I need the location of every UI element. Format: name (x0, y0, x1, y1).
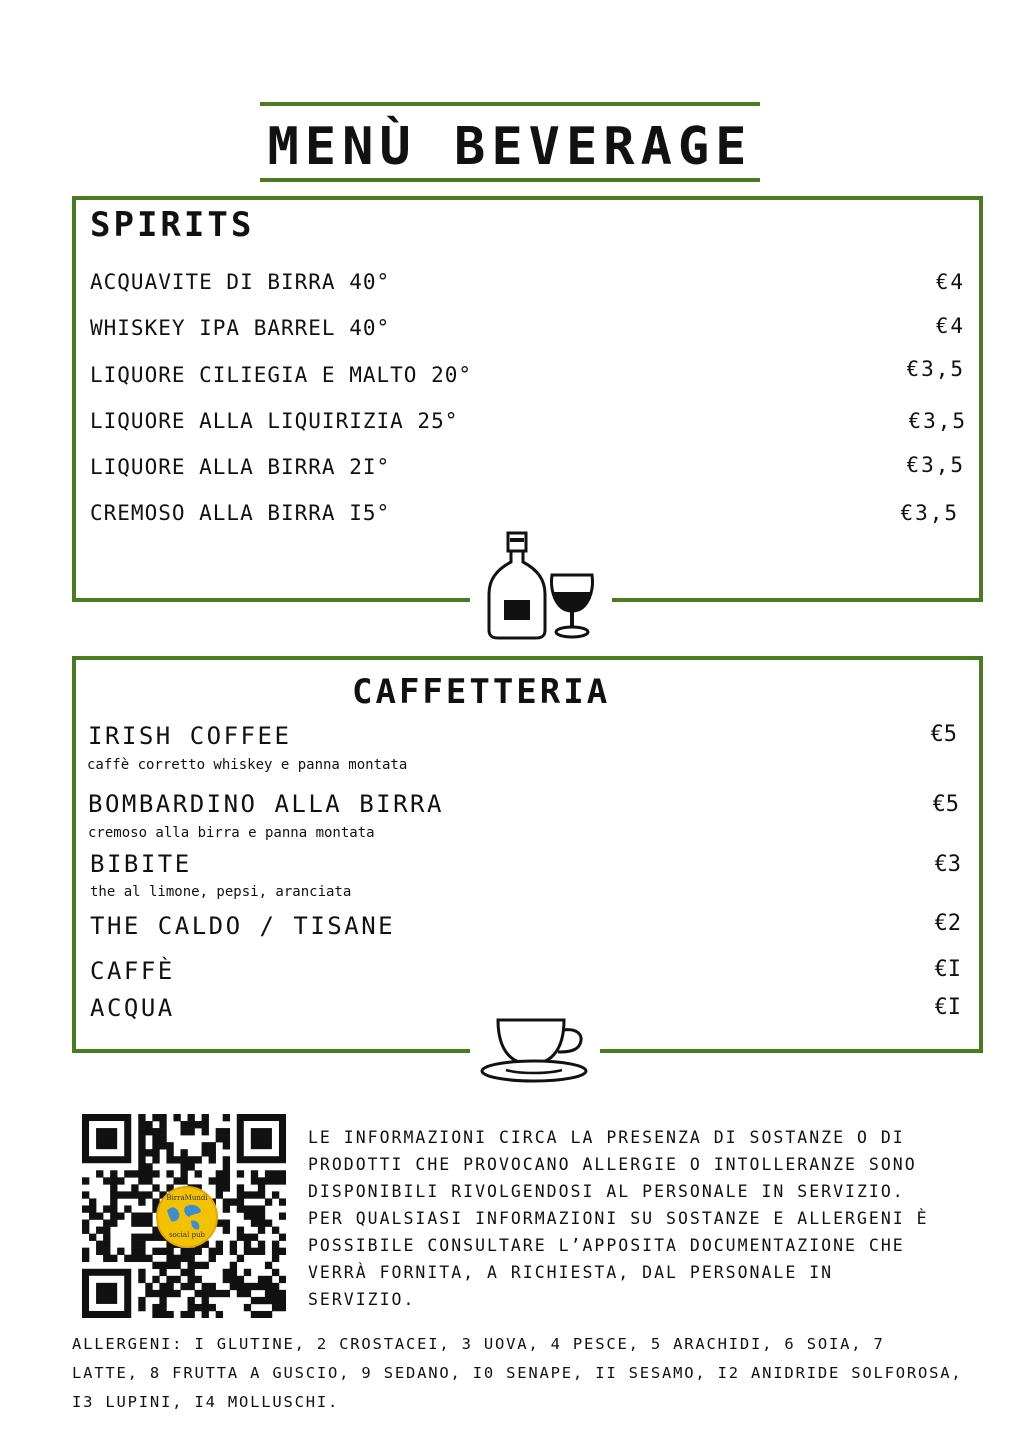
info-line: VERRÀ FORNITA, A RICHIESTA, DAL PERSONALE IN (308, 1263, 834, 1282)
spirits-item-name: LIQUORE ALLA LIQUIRIZIA 25° (90, 409, 459, 433)
page-title: MENÙ BEVERAGE (267, 117, 753, 177)
liquor-bottle-and-glass-icon (484, 530, 602, 646)
spirits-item-price: €3,5 (906, 357, 965, 381)
caffetteria-item-price: €2 (934, 911, 961, 936)
allergens-list (72, 1330, 992, 1417)
caffetteria-item-desc: the al limone, pepsi, aranciata (90, 884, 352, 900)
info-line: LE INFORMAZIONI CIRCA LA PRESENZA DI SOSTANZE O DI (308, 1128, 905, 1147)
spirits-item-name: ACQUAVITE DI BIRRA 40° (90, 270, 391, 294)
info-line: SERVIZIO. (308, 1290, 416, 1309)
caffetteria-item-price: €I (934, 957, 961, 982)
info-line: PRODOTTI CHE PROVOCANO ALLERGIE O INTOLLERANZE SONO (308, 1155, 917, 1174)
allergens-line: I3 LUPINI, I4 MOLLUSCHI. (72, 1393, 340, 1411)
caffetteria-item-name: THE CALDO / TISANE (90, 912, 396, 940)
caffetteria-item-name: BOMBARDINO ALLA BIRRA (88, 790, 444, 818)
caffetteria-item-price: €5 (930, 722, 957, 747)
title-top-rule (260, 102, 760, 106)
spirits-item-price: €4 (935, 270, 965, 294)
info-line: PER QUALSIASI INFORMAZIONI SU SOSTANZE E ALLERGENI È (308, 1209, 929, 1228)
caffetteria-section (72, 656, 983, 1053)
spirits-item-name: LIQUORE ALLA BIRRA 2I° (90, 455, 391, 479)
spirits-item-price: €3,5 (906, 453, 965, 477)
caffetteria-item-name: BIBITE (90, 850, 192, 878)
spirits-item-name: WHISKEY IPA BARREL 40° (90, 316, 391, 340)
caffetteria-item-desc: caffè corretto whiskey e panna montata (87, 757, 408, 773)
birramundi-logo (155, 1185, 219, 1249)
spirits-item-price: €4 (935, 314, 965, 338)
qr-logo-text-bottom: social pub (168, 1231, 206, 1239)
caffetteria-item-desc: cremoso alla birra e panna montata (88, 825, 375, 841)
spirits-item-price: €3,5 (908, 409, 967, 433)
allergen-info-text (308, 1124, 988, 1313)
spirits-item-name: CREMOSO ALLA BIRRA I5° (90, 501, 391, 525)
spirits-item-price: €3,5 (900, 501, 959, 525)
caffetteria-item-name: CAFFÈ (90, 957, 175, 985)
caffetteria-item-price: €5 (932, 792, 959, 817)
allergens-line: ALLERGENI: I GLUTINE, 2 CROSTACEI, 3 UOVA, 4 PESCE, 5 ARACHIDI, 6 SOIA, 7 (72, 1335, 885, 1353)
qr-logo-text-top: BirraMundi (166, 1194, 208, 1202)
allergens-line: LATTE, 8 FRUTTA A GUSCIO, 9 SEDANO, I0 SENAPE, II SESAMO, I2 ANIDRIDE SOLFOROSA, (72, 1364, 963, 1382)
info-line: POSSIBILE CONSULTARE L’APPOSITA DOCUMENTAZIONE CHE (308, 1236, 905, 1255)
spirits-item-name: LIQUORE CILIEGIA E MALTO 20° (90, 363, 473, 387)
coffee-cup-icon (478, 1016, 590, 1086)
caffetteria-title: CAFFETTERIA (352, 672, 611, 712)
caffetteria-item-name: ACQUA (90, 994, 175, 1022)
title-bottom-rule (260, 178, 760, 182)
caffetteria-item-name: IRISH COFFEE (88, 722, 292, 750)
caffetteria-item-price: €I (934, 995, 961, 1020)
spirits-title: SPIRITS (90, 205, 255, 245)
caffetteria-item-price: €3 (934, 852, 961, 877)
info-line: DISPONIBILI RIVOLGENDOSI AL PERSONALE IN SERVIZIO. (308, 1182, 905, 1201)
